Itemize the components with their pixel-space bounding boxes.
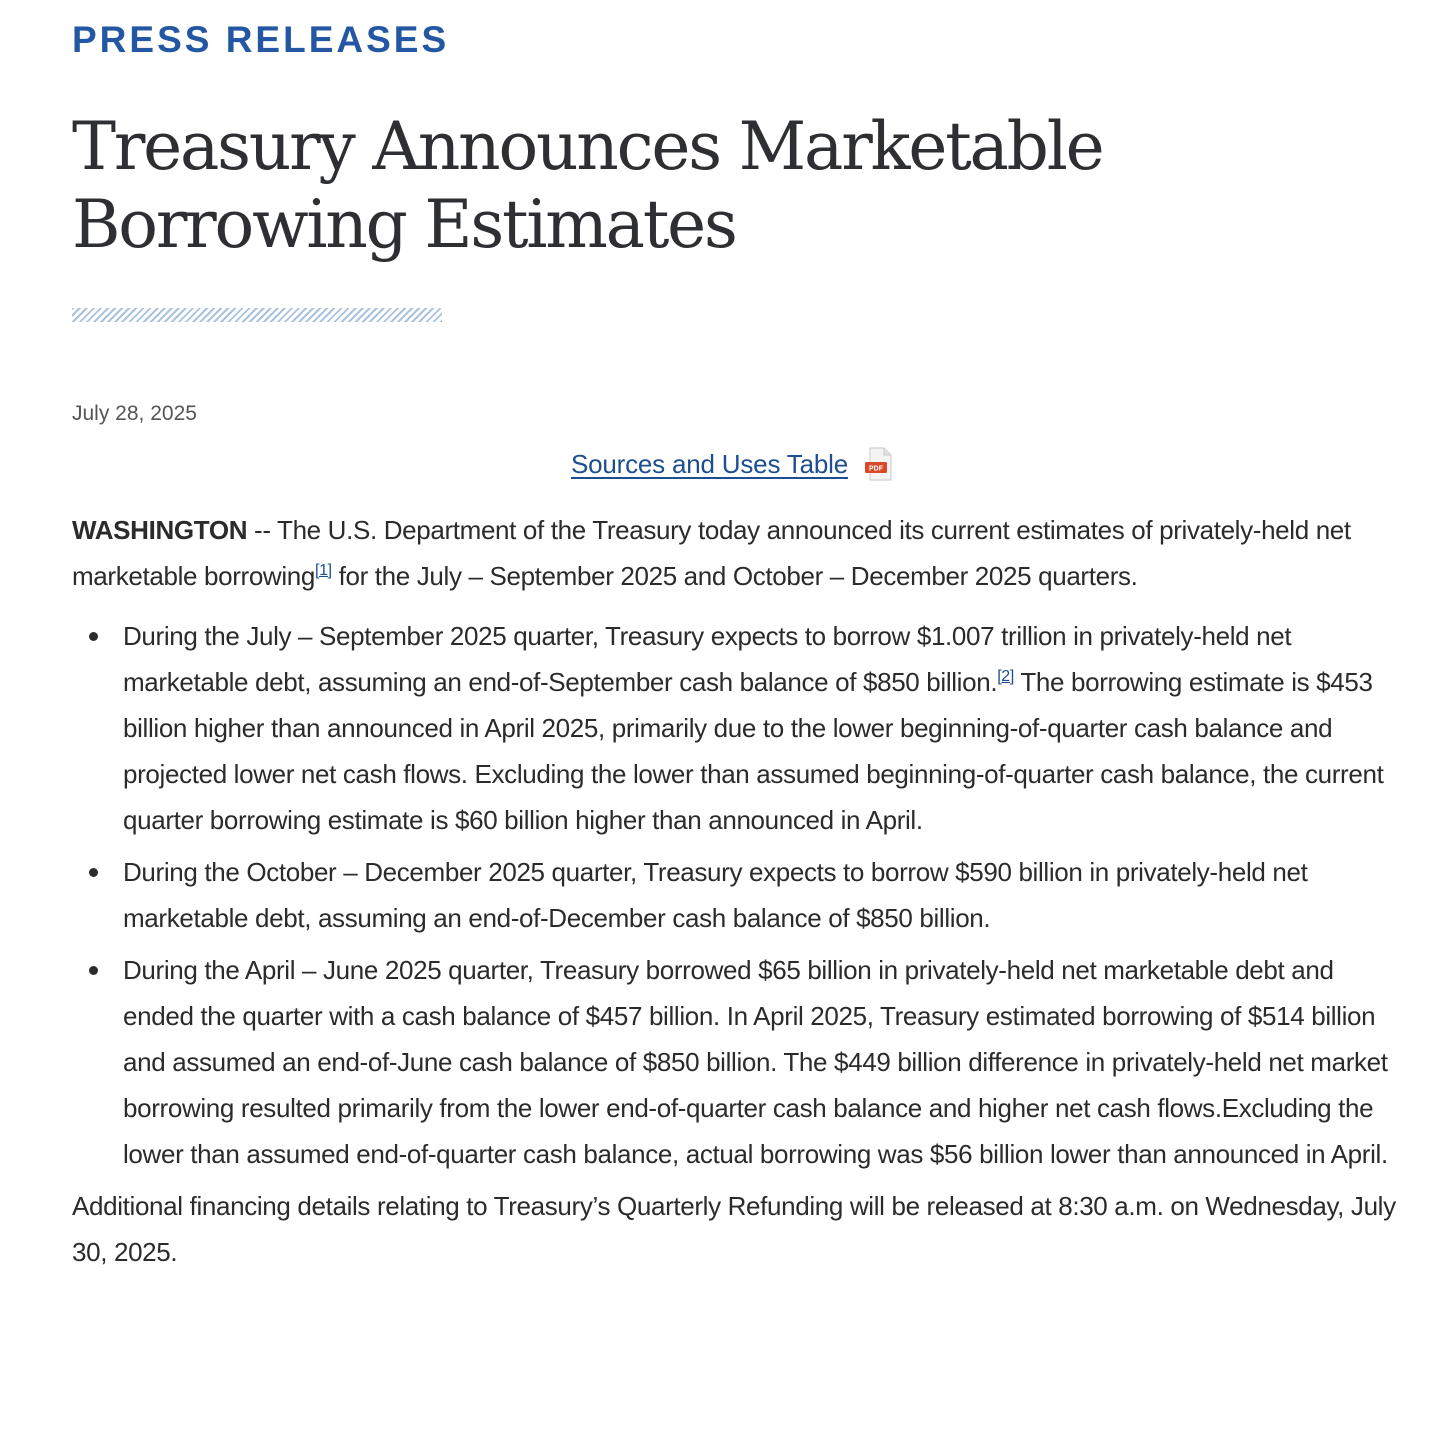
release-date: July 28, 2025 <box>72 402 197 425</box>
page-title: Treasury Announces Marketable Borrowing Estimates <box>72 108 1103 263</box>
section-label[interactable]: PRESS RELEASES <box>72 19 450 60</box>
list-item: During the October – December 2025 quarter, Treasury expects to borrow $590 billion in privately-held net marketable debt, assuming an end-of-December cash balance of $850 billion. <box>123 849 1412 941</box>
footnote-ref-1 <box>315 562 332 579</box>
pdf-badge-text: PDF <box>868 465 883 473</box>
footnote-1-link[interactable]: [1] <box>315 562 332 579</box>
pdf-file-icon[interactable] <box>864 447 894 481</box>
estimates-list <box>72 613 1412 1177</box>
press-release-body <box>72 507 1412 1275</box>
intro-paragraph <box>72 507 1412 599</box>
intro-text-cont: for the July – September 2025 and October – December 2025 quarters. <box>331 561 1138 591</box>
list-item: During the April – June 2025 quarter, Treasury borrowed $65 billion in privately-held net marketable debt and ended the quarter with a cash balance of $457 billion. In April 2025, Treasury estimated borrowing of $514 billion and assumed an end-of-June cash balance of $850 billion. The $449 billion difference in privately-held net market borrowing resulted primarily from the lower end-of-quarter cash balance and higher net cash flows.Excluding the lower than assumed end-of-quarter cash balance, actual borrowing was $56 billion lower than announced in April. <box>123 947 1412 1177</box>
intro-text: -- The U.S. Department of the Treasury today announced its current estimates of privately-held net marketable borrowing <box>72 515 1351 591</box>
dateline: WASHINGTON <box>72 515 248 545</box>
bullet-1-text: During the July – September 2025 quarter, Treasury expects to borrow $1.007 trillion in privately-held net marketable debt, assuming an end-of-September cash balance of $850 billion. <box>123 621 1292 697</box>
bullet-1-text-cont: The borrowing estimate is $453 billion higher than announced in April 2025, primarily due to the lower beginning-of-quarter cash balance and projected lower net cash flows. Excluding the lower than assumed beginning-of-quarter cash balance, the current quarter borrowing estimate is $60 billion higher than announced in April. <box>123 667 1384 835</box>
sources-and-uses-table-link[interactable]: Sources and Uses Table <box>571 448 848 479</box>
closing-paragraph: Additional financing details relating to Treasury’s Quarterly Refunding will be released at 8:30 a.m. on Wednesday, July 30, 2025. <box>72 1191 1396 1267</box>
title-divider <box>72 308 442 322</box>
footnote-ref-2 <box>997 668 1014 685</box>
list-item <box>123 613 1412 843</box>
sources-link-row <box>571 446 894 482</box>
footnote-2-link[interactable]: [2] <box>997 668 1014 685</box>
